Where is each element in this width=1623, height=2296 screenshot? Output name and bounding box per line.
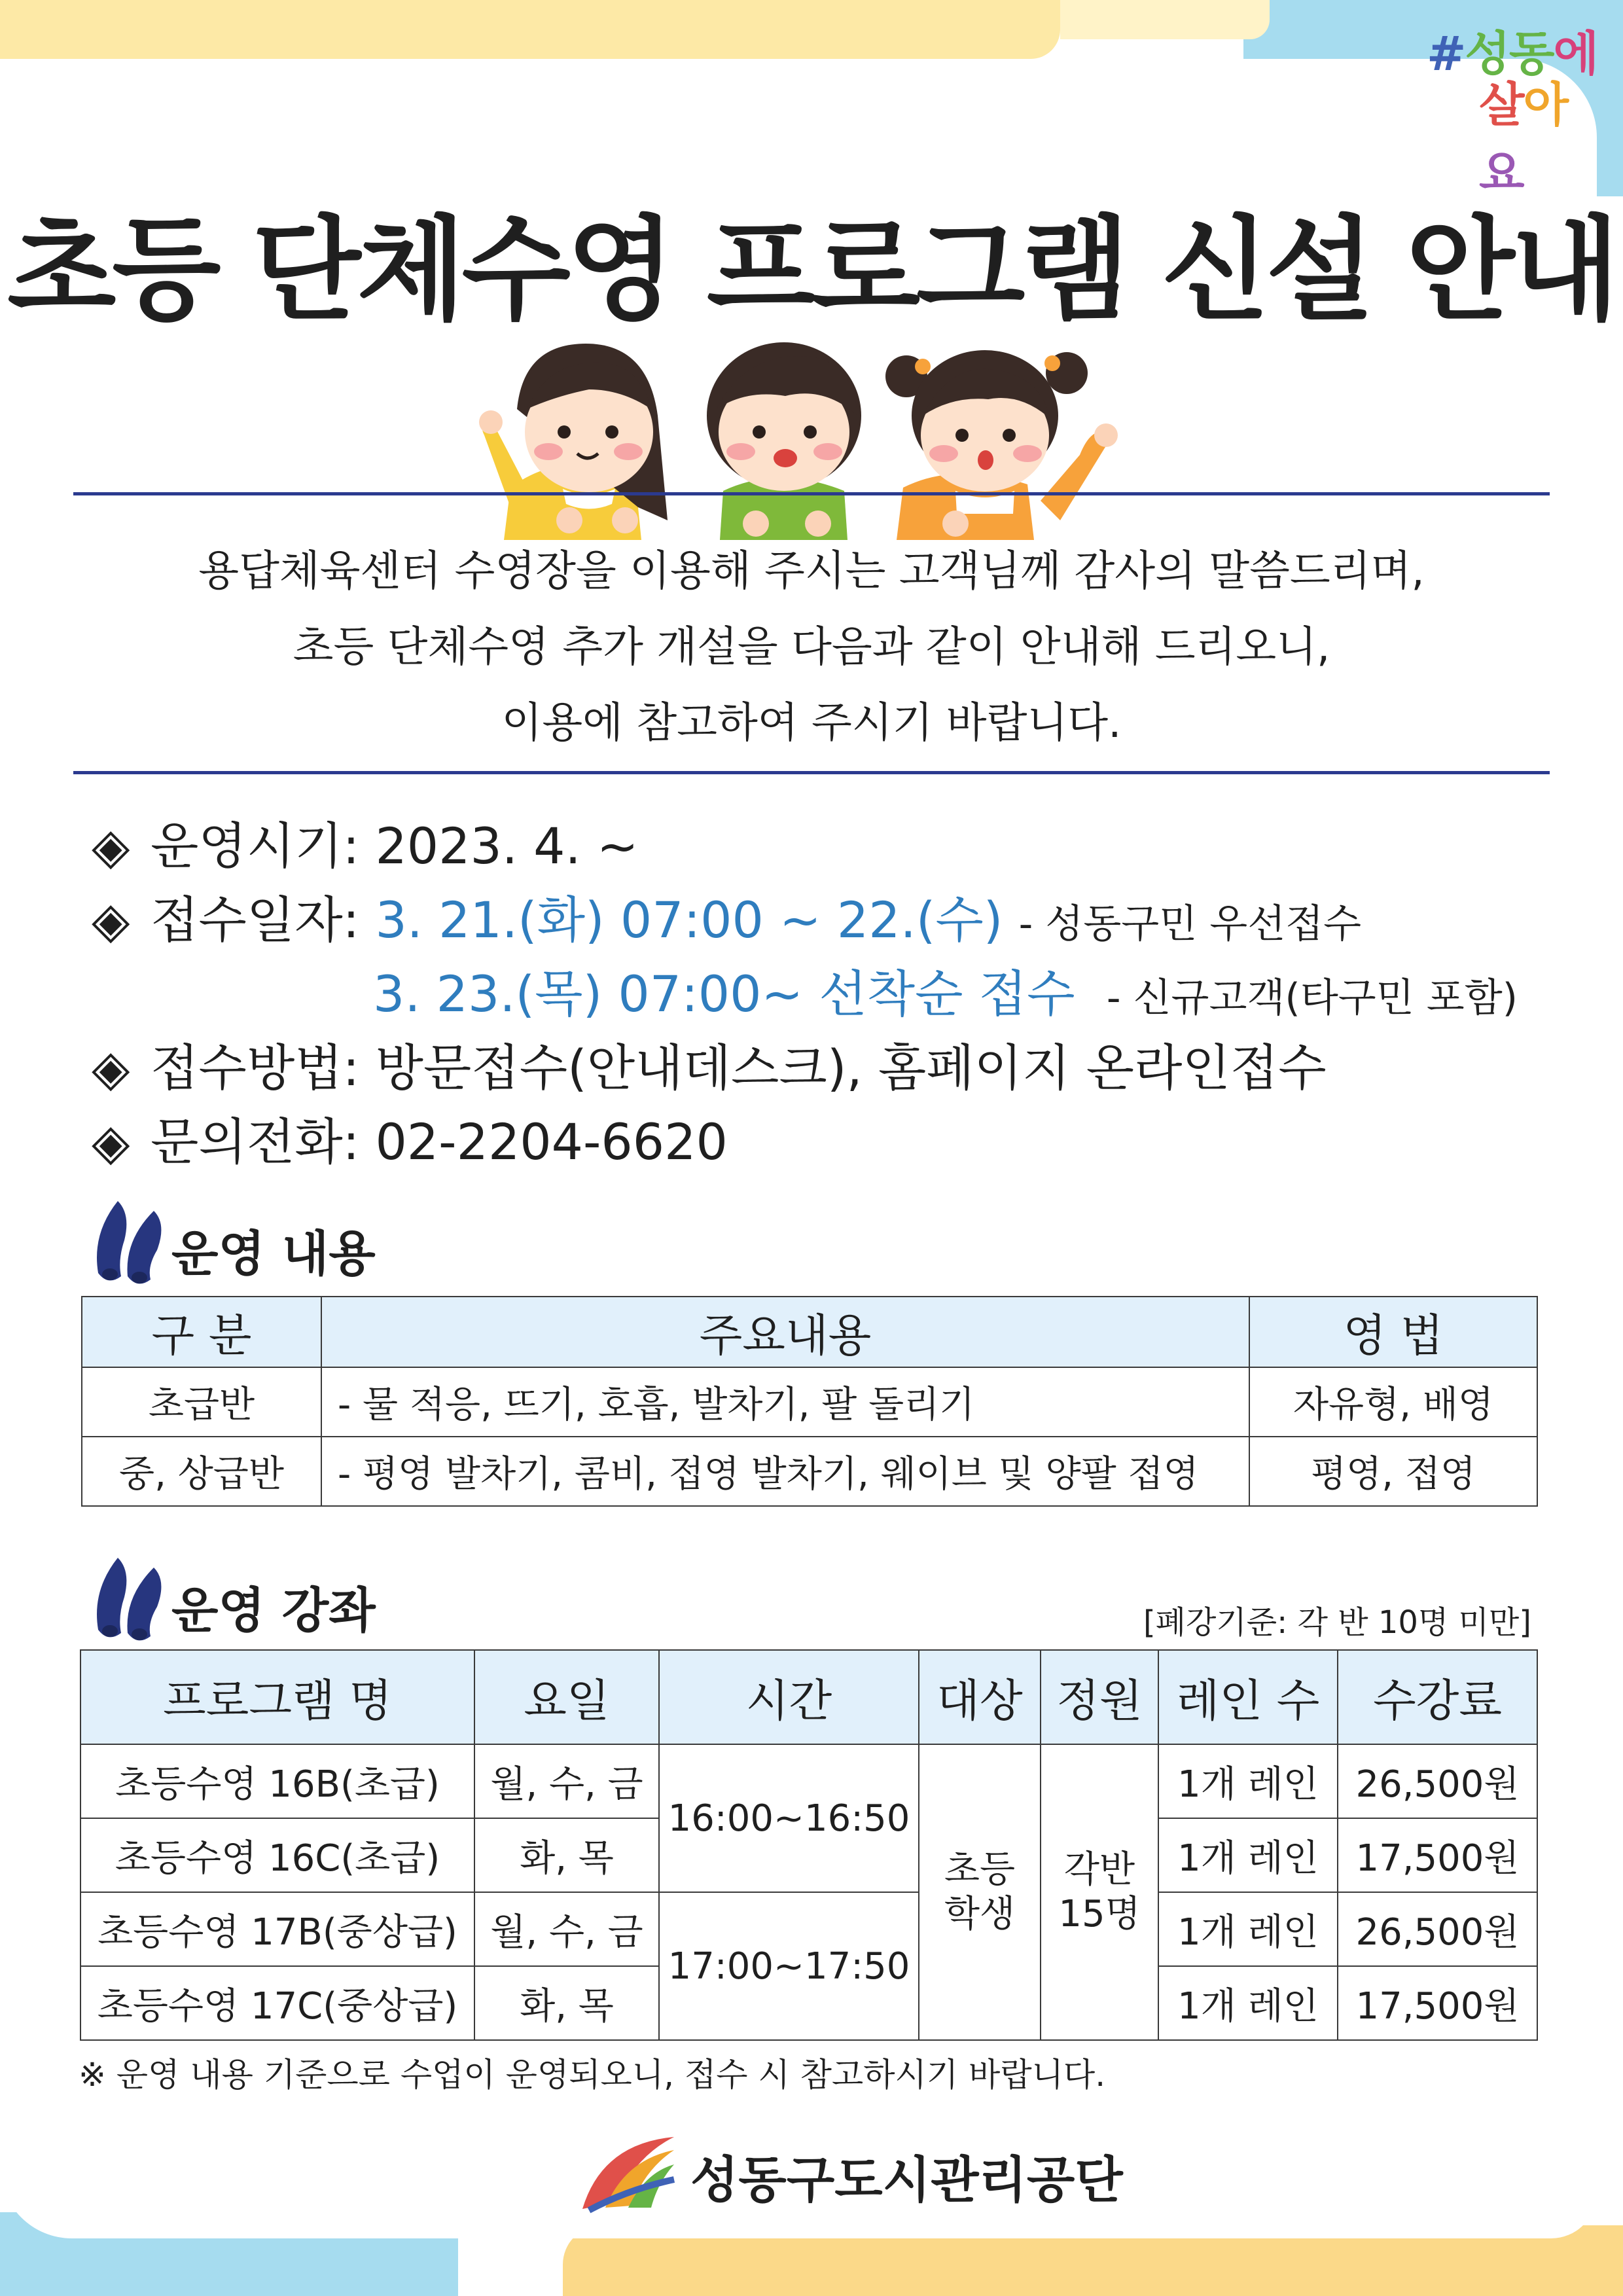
hashtag-char: 동 [1508,26,1554,81]
closing-criteria-note: [폐강기준: 각 반 10명 미만] [1143,1604,1531,1641]
program-name: 초등수영 16B(초급) [80,1744,474,1818]
intro-line-2: 초등 단체수영 추가 개설을 다음과 같이 안내해 드리오니, [293,623,1330,672]
program-days: 화, 목 [474,1818,659,1892]
info-reception-second [373,954,1518,1026]
program-days: 화, 목 [474,1966,659,2040]
phone-label: 문의전화: [151,1113,360,1171]
intro-line-1: 용답체육센터 수영장을 이용해 주시는 고객님께 감사의 말씀드리며, [198,547,1425,596]
swim-fins-icon [92,1551,170,1643]
table-cell: 중, 상급반 [82,1437,321,1506]
capacity-line-2: 15명 [1058,1893,1141,1935]
reception-date-1: 3. 21.(화) 07:00 ~ 22.(수) [375,891,1003,949]
table-row [82,1437,1537,1506]
program-time: 16:00~16:50 [659,1744,919,1892]
swim-fins-icon [92,1194,170,1286]
footnote: ※ 운영 내용 기준으로 수업이 운영되오니, 접수 시 참고하시기 바랍니다. [79,2056,1106,2094]
page-title: 초등 단체수영 프로그램 신설 안내 [7,204,1616,336]
phone-value: 02-2204-6620 [375,1113,728,1171]
intro-line-3: 이용에 참고하여 주시기 바랍니다. [501,699,1122,747]
divider-bottom [73,771,1550,774]
table-cell: 자유형, 배영 [1249,1367,1537,1437]
info-period [92,806,639,878]
table-cell: 평영, 접영 [1249,1437,1537,1506]
table-header-row [80,1650,1537,1744]
column-header: 레인 수 [1158,1650,1338,1744]
column-header: 정원 [1041,1650,1158,1744]
program-capacity [1041,1744,1158,2040]
method-value: 방문접수(안내데스크), 홈페이지 온라인접수 [375,1039,1327,1097]
table-row [80,1744,1537,1818]
info-method [92,1028,1327,1100]
column-header: 영 법 [1249,1297,1537,1367]
column-header: 시간 [659,1650,919,1744]
organization-name: 성동구도시관리공단 [690,2151,1123,2209]
program-time: 17:00~17:50 [659,1892,919,2040]
hashtag-char: 아 [1523,77,1568,132]
reception-label: 접수일자: [151,891,360,949]
reception-date-2: 3. 23.(목) 07:00~ 선착순 접수 [373,965,1075,1023]
program-days: 월, 수, 금 [474,1892,659,1966]
table-cell: - 물 적응, 뜨기, 호흡, 발차기, 팔 돌리기 [321,1367,1249,1437]
program-fee: 26,500원 [1338,1744,1537,1818]
period-label: 운영시기: [151,817,360,875]
divider-top [73,492,1550,495]
child-right-illustration [885,350,1118,540]
program-target [919,1744,1041,2040]
hashtag-char: 에 [1553,26,1598,81]
table-cell: - 평영 발차기, 콤비, 접영 발차기, 웨이브 및 양팔 접영 [321,1437,1249,1506]
diamond-bullet-icon: ◈ [92,1113,130,1171]
table-row [80,1892,1537,1966]
classes-table [80,1649,1538,2041]
background-light-yellow-band [1060,0,1270,39]
child-middle-illustration [707,342,861,540]
hashtag-char: 살 [1479,77,1524,132]
diamond-bullet-icon: ◈ [92,817,130,875]
children-illustration [471,324,1139,540]
program-lanes: 1개 레인 [1158,1966,1338,2040]
diamond-bullet-icon: ◈ [92,1039,130,1097]
section-title-content: 운영 내용 [171,1226,376,1282]
hashtag-symbol: # [1427,26,1465,81]
program-name: 초등수영 17C(중상급) [80,1966,474,2040]
capacity-line-1: 각반 [1063,1848,1135,1891]
column-header: 프로그램 명 [80,1650,474,1744]
column-header: 수강료 [1338,1650,1537,1744]
hashtag-char: 요 [1479,145,1524,200]
hashtag-char: 성 [1465,26,1509,81]
diamond-bullet-icon: ◈ [92,891,130,949]
method-label: 접수방법: [151,1039,360,1097]
hashtag-logo [1329,16,1603,200]
reception-note-1: - 성동구민 우선접수 [1018,901,1362,947]
info-reception [92,880,1361,952]
child-left-illustration [479,344,668,540]
info-phone [92,1102,728,1174]
table-cell: 초급반 [82,1367,321,1437]
column-header: 대상 [919,1650,1041,1744]
column-header: 요일 [474,1650,659,1744]
column-header: 주요내용 [321,1297,1249,1367]
organization-logo-icon [576,2130,681,2215]
column-header: 구 분 [82,1297,321,1367]
period-value: 2023. 4. ~ [375,817,639,875]
program-fee: 26,500원 [1338,1892,1537,1966]
program-name: 초등수영 17B(중상급) [80,1892,474,1966]
table-header-row [82,1297,1537,1367]
table-row [82,1367,1537,1437]
program-name: 초등수영 16C(초급) [80,1818,474,1892]
program-lanes: 1개 레인 [1158,1744,1338,1818]
program-fee: 17,500원 [1338,1818,1537,1892]
target-line-2: 학생 [944,1893,1016,1935]
target-line-1: 초등 [944,1848,1016,1891]
program-lanes: 1개 레인 [1158,1818,1338,1892]
content-table [81,1296,1538,1507]
program-fee: 17,500원 [1338,1966,1537,2040]
program-days: 월, 수, 금 [474,1744,659,1818]
background-yellow-band [0,0,1060,59]
reception-note-2: - 신규고객(타구민 포함) [1106,975,1518,1021]
program-lanes: 1개 레인 [1158,1892,1338,1966]
section-title-classes: 운영 강좌 [171,1583,376,1639]
